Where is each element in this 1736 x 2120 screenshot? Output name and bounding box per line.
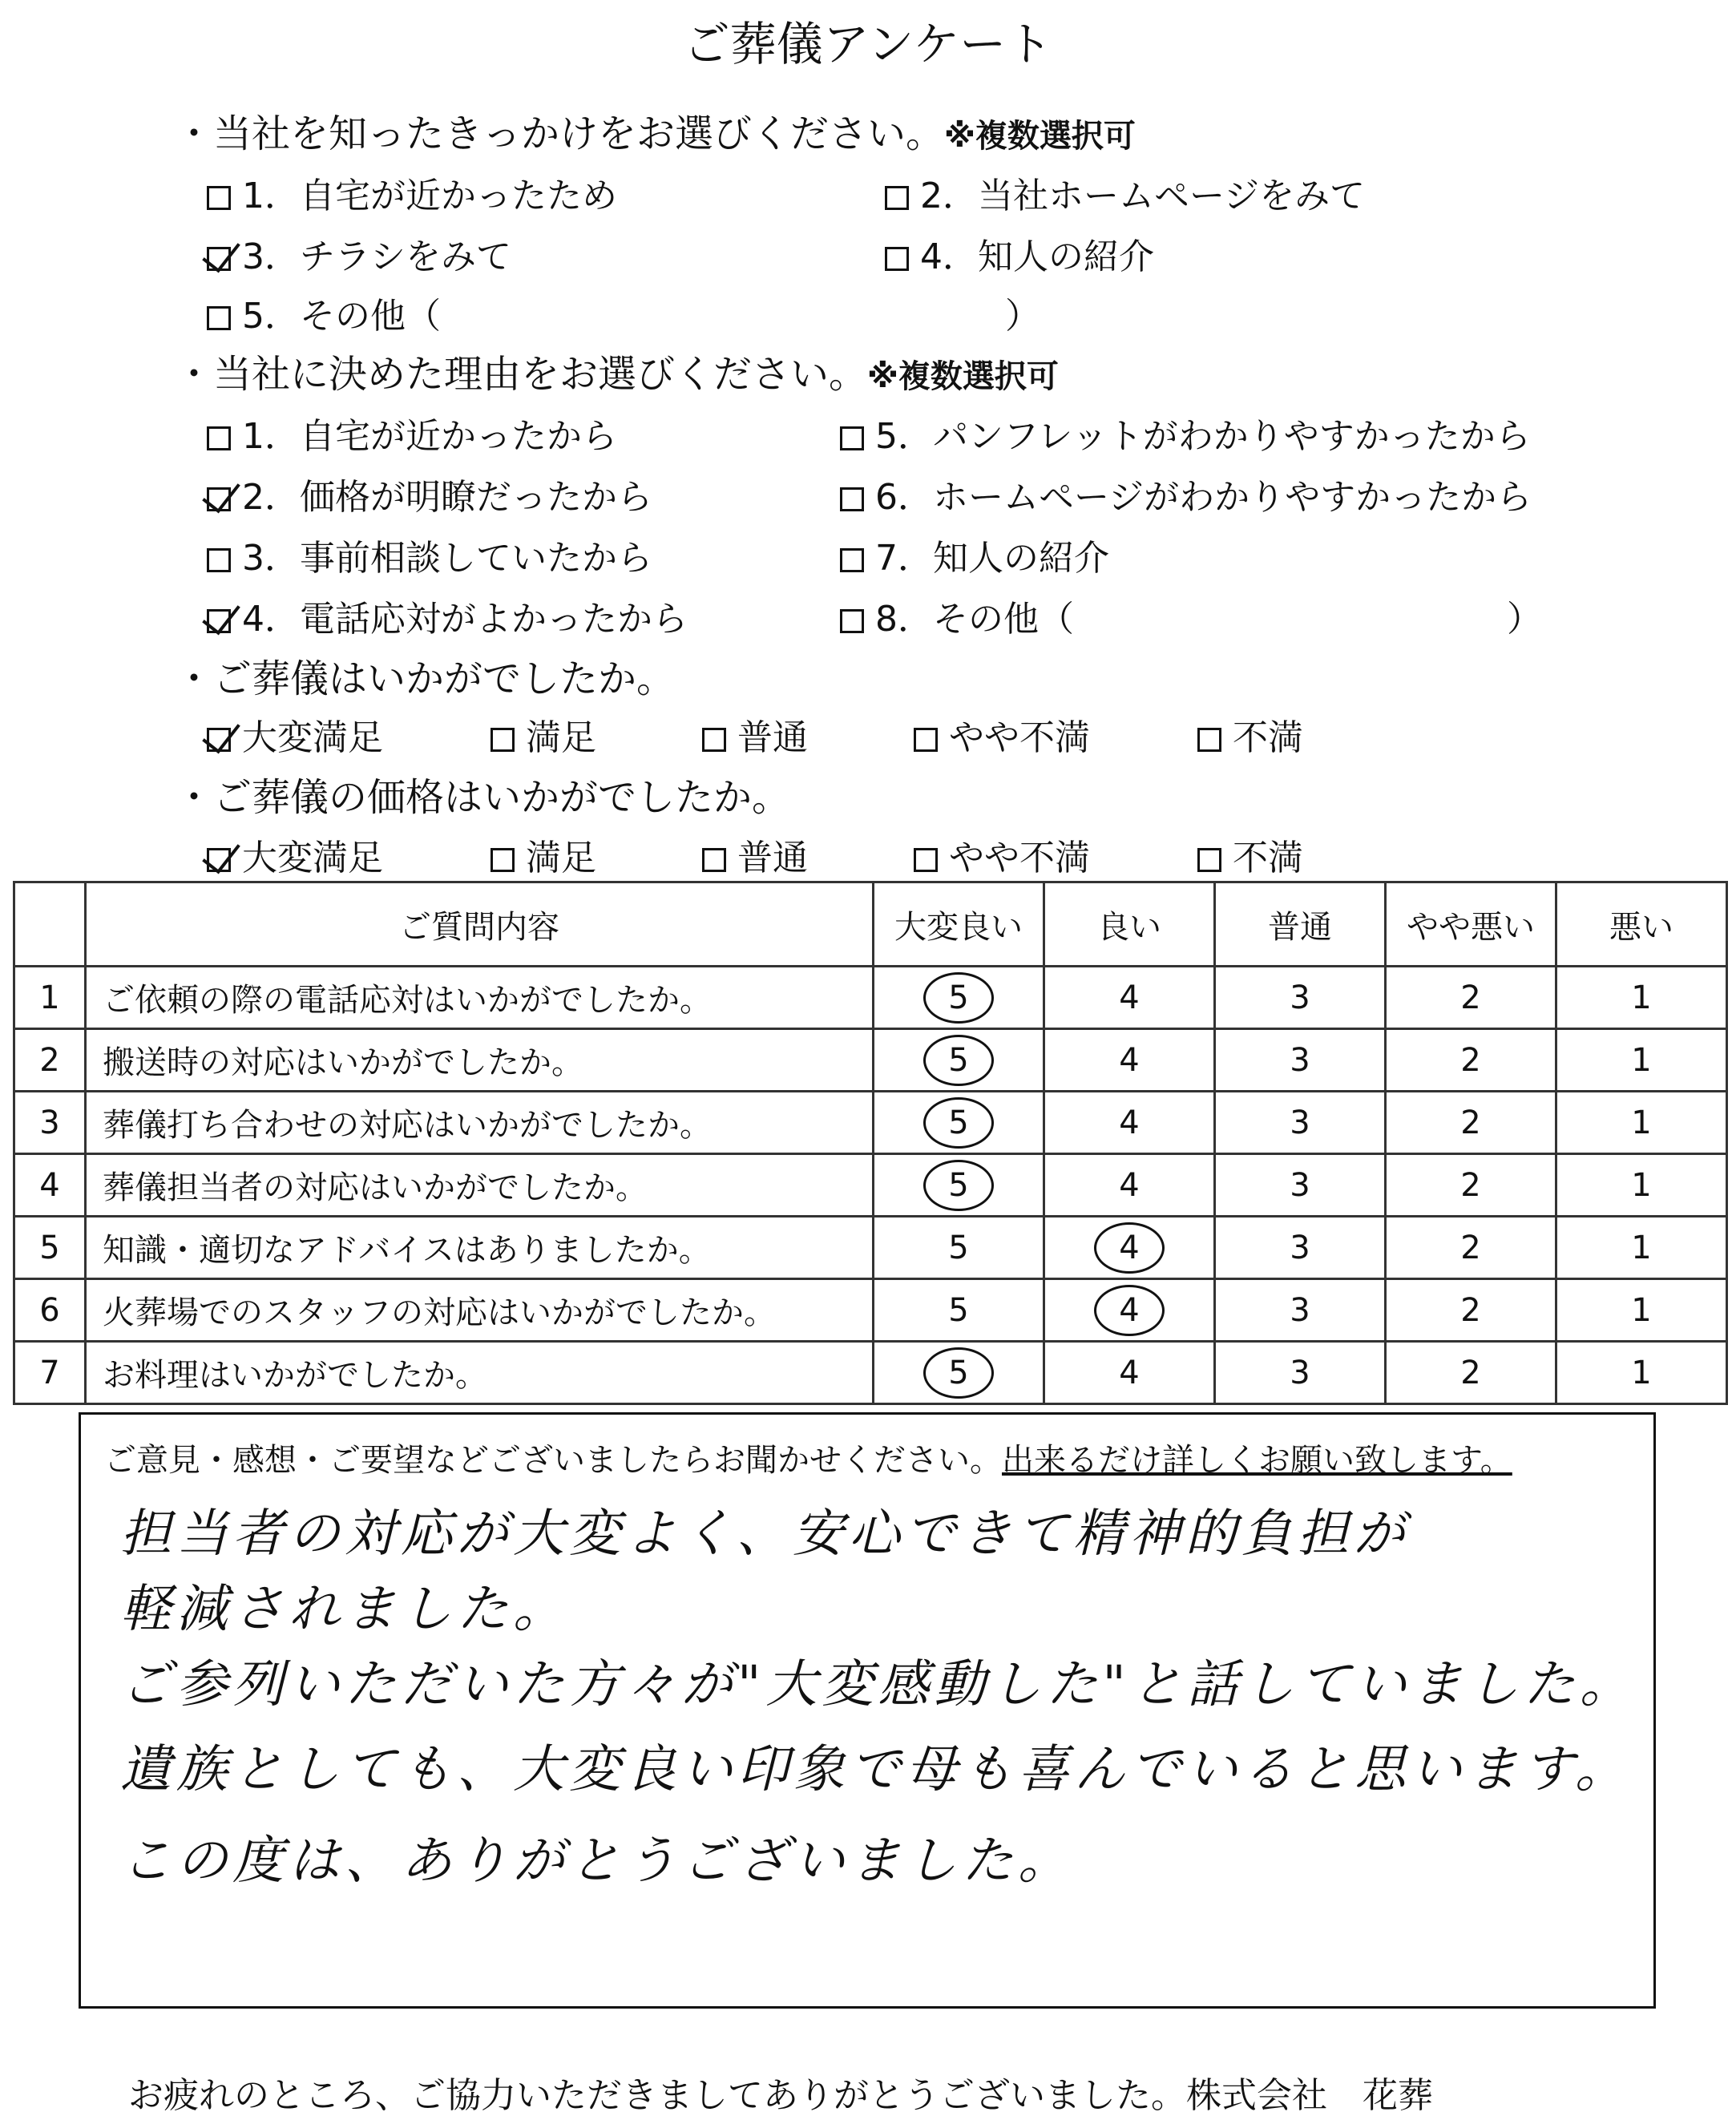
checkbox[interactable] xyxy=(207,548,231,572)
question-2 xyxy=(175,343,1059,398)
rating-value: 5 xyxy=(948,1291,969,1329)
table-row xyxy=(14,1029,1727,1092)
table-row xyxy=(14,1342,1727,1404)
q1-other-close: ） xyxy=(1005,296,1040,337)
question-3: ・ご葬儀はいかがでしたか。 xyxy=(175,656,676,701)
rating-cell[interactable] xyxy=(1556,1029,1727,1092)
handwritten-line-3: ご参列いただいた方々が"大変感動した"と話していました。 xyxy=(120,1655,1636,1714)
checkbox[interactable] xyxy=(885,247,909,271)
rating-cell[interactable] xyxy=(1556,1342,1727,1404)
q4-option-label: 不満 xyxy=(1233,838,1303,878)
rating-value: 1 xyxy=(1631,1041,1652,1079)
rating-cell[interactable] xyxy=(874,1092,1044,1154)
q3-option-4[interactable] xyxy=(914,709,1090,760)
checkbox[interactable] xyxy=(840,487,864,511)
rating-cell[interactable] xyxy=(1215,1342,1386,1404)
checkbox[interactable] xyxy=(840,548,864,572)
question-2-note: ※複数選択可 xyxy=(867,358,1059,395)
q1-option-label: 2．当社ホームページをみて xyxy=(920,176,1366,216)
row-number: 6 xyxy=(14,1279,86,1342)
rating-value: 2 xyxy=(1460,1291,1481,1329)
rating-value: 1 xyxy=(1631,1291,1652,1329)
rating-value: 2 xyxy=(1460,1354,1481,1391)
comment-prompt-emphasis: 出来るだけ詳しくお願い致します。 xyxy=(1002,1442,1512,1479)
q3-option-2[interactable] xyxy=(491,709,596,760)
checkbox-checked[interactable] xyxy=(207,609,231,633)
q2-other-close: ） xyxy=(1507,599,1542,640)
q1-option-4[interactable] xyxy=(885,228,1154,279)
question-4: ・ご葬儀の価格はいかがでしたか。 xyxy=(175,775,791,820)
checkbox[interactable] xyxy=(207,186,231,210)
rating-value: 2 xyxy=(1460,1229,1481,1266)
table-row xyxy=(14,1092,1727,1154)
rating-cell[interactable] xyxy=(1044,1029,1215,1092)
rating-cell[interactable] xyxy=(1386,1217,1556,1279)
q4-option-4[interactable] xyxy=(914,829,1090,880)
header-bad: 悪い xyxy=(1556,882,1727,967)
checkbox[interactable] xyxy=(1197,848,1221,872)
rating-value-circled: 5 xyxy=(923,1347,994,1399)
footer-thanks: お疲れのところ、ご協力いただきましてありがとうございました。株式会社 花葬 xyxy=(128,2075,1433,2116)
row-number: 3 xyxy=(14,1092,86,1154)
rating-value: 3 xyxy=(1290,1166,1310,1204)
q2-option-label: 7．知人の紹介 xyxy=(875,538,1109,579)
q1-option-2[interactable] xyxy=(885,167,1365,218)
q1-option-5[interactable] xyxy=(207,287,441,338)
q2-option-label: 5．パンフレットがわかりやすかったから xyxy=(875,416,1531,457)
q2-option-4[interactable] xyxy=(207,590,688,641)
survey-title: ご葬儀アンケート xyxy=(683,17,1053,71)
handwritten-line-1: 担当者の対応が大変よく、安心できて精神的負担が xyxy=(120,1504,1410,1564)
rating-cell[interactable] xyxy=(1215,1029,1386,1092)
q4-option-label: 普通 xyxy=(737,838,808,878)
rating-value: 3 xyxy=(1290,1041,1310,1079)
rating-body xyxy=(14,967,1727,1404)
q4-option-5[interactable] xyxy=(1197,829,1303,880)
q2-option-7[interactable] xyxy=(840,529,1109,580)
q3-option-label: 満足 xyxy=(526,717,596,758)
question-1-text: ・当社を知ったきっかけをお選びください。 xyxy=(175,111,945,156)
rating-cell[interactable] xyxy=(1386,1342,1556,1404)
rating-cell[interactable] xyxy=(1044,1092,1215,1154)
rating-value: 2 xyxy=(1460,979,1481,1016)
q2-option-label: 6．ホームページがわかりやすかったから xyxy=(875,477,1532,518)
rating-cell[interactable] xyxy=(1044,1154,1215,1217)
q3-option-label: 不満 xyxy=(1233,717,1303,758)
row-number: 5 xyxy=(14,1217,86,1279)
header-very-good: 大変良い xyxy=(874,882,1044,967)
q3-option-label: やや不満 xyxy=(949,717,1090,758)
rating-value: 3 xyxy=(1290,1229,1310,1266)
rating-cell[interactable] xyxy=(874,1217,1044,1279)
table-row xyxy=(14,1279,1727,1342)
q2-option-8[interactable] xyxy=(840,590,1074,641)
rating-value: 3 xyxy=(1290,1354,1310,1391)
rating-value: 5 xyxy=(948,1229,969,1266)
handwritten-line-5: この度は、ありがとうございました。 xyxy=(120,1831,1074,1891)
checkbox[interactable] xyxy=(1197,728,1221,752)
checkbox[interactable] xyxy=(702,728,726,752)
header-average: 普通 xyxy=(1215,882,1386,967)
rating-value: 1 xyxy=(1631,1104,1652,1141)
rating-value: 1 xyxy=(1631,1166,1652,1204)
q3-option-1[interactable] xyxy=(207,709,383,760)
rating-value: 3 xyxy=(1290,1104,1310,1141)
q2-option-3[interactable] xyxy=(207,529,652,580)
rating-table xyxy=(13,881,1728,1405)
rating-cell[interactable] xyxy=(1044,1342,1215,1404)
row-question: ご依頼の際の電話応対はいかがでしたか。 xyxy=(86,967,874,1029)
q3-option-3[interactable] xyxy=(702,709,808,760)
rating-value-circled: 5 xyxy=(923,972,994,1024)
row-question: 火葬場でのスタッフの対応はいかがでしたか。 xyxy=(86,1279,874,1342)
rating-cell[interactable] xyxy=(1044,1217,1215,1279)
row-question: 葬儀担当者の対応はいかがでしたか。 xyxy=(86,1154,874,1217)
checkbox-checked[interactable] xyxy=(207,487,231,511)
rating-cell[interactable] xyxy=(1556,967,1727,1029)
rating-value: 3 xyxy=(1290,979,1310,1016)
question-1-note: ※複数選択可 xyxy=(944,118,1136,155)
checkbox[interactable] xyxy=(207,426,231,450)
checkbox[interactable] xyxy=(491,728,515,752)
rating-cell[interactable] xyxy=(1215,1154,1386,1217)
header-number xyxy=(14,882,86,967)
rating-header-row xyxy=(14,882,1727,967)
header-question: ご質問内容 xyxy=(86,882,874,967)
q3-option-label: 普通 xyxy=(737,717,808,758)
row-question: 搬送時の対応はいかがでしたか。 xyxy=(86,1029,874,1092)
row-number: 4 xyxy=(14,1154,86,1217)
header-good: 良い xyxy=(1044,882,1215,967)
rating-value: 3 xyxy=(1290,1291,1310,1329)
question-1 xyxy=(175,103,1136,158)
question-2-text: ・当社に決めた理由をお選びください。 xyxy=(175,352,868,397)
q2-option-1[interactable] xyxy=(207,407,617,458)
checkbox[interactable] xyxy=(840,609,864,633)
checkbox[interactable] xyxy=(840,426,864,450)
rating-value: 2 xyxy=(1460,1041,1481,1079)
row-question: お料理はいかがでしたか。 xyxy=(86,1342,874,1404)
checkbox[interactable] xyxy=(914,848,938,872)
q2-option-label: 2．価格が明瞭だったから xyxy=(242,477,652,518)
rating-value: 1 xyxy=(1631,1229,1652,1266)
header-somewhat-bad: やや悪い xyxy=(1386,882,1556,967)
rating-cell[interactable] xyxy=(1386,967,1556,1029)
handwritten-line-4: 遺族としても、大変良い印象で母も喜んでいると思います。 xyxy=(120,1740,1631,1799)
checkbox[interactable] xyxy=(914,728,938,752)
q1-option-label: 3．チラシをみて xyxy=(242,236,511,277)
rating-cell[interactable] xyxy=(874,1342,1044,1404)
q2-option-5[interactable] xyxy=(840,407,1531,458)
rating-cell[interactable] xyxy=(1386,1154,1556,1217)
q4-option-1[interactable] xyxy=(207,829,383,880)
rating-value: 4 xyxy=(1119,1354,1140,1391)
q4-option-3[interactable] xyxy=(702,829,808,880)
checkbox[interactable] xyxy=(491,848,515,872)
q2-option-label: 1．自宅が近かったから xyxy=(242,416,617,457)
rating-value-circled: 4 xyxy=(1094,1222,1165,1274)
rating-value: 4 xyxy=(1119,979,1140,1016)
rating-cell[interactable] xyxy=(874,1154,1044,1217)
q4-option-label: 満足 xyxy=(526,838,596,878)
q2-option-6[interactable] xyxy=(840,468,1532,519)
rating-cell[interactable] xyxy=(1044,967,1215,1029)
q4-option-2[interactable] xyxy=(491,829,596,880)
checkbox-checked[interactable] xyxy=(207,848,231,872)
row-question: 葬儀打ち合わせの対応はいかがでしたか。 xyxy=(86,1092,874,1154)
q3-option-label: 大変満足 xyxy=(242,717,383,758)
q4-option-label: 大変満足 xyxy=(242,838,383,878)
row-question: 知識・適切なアドバイスはありましたか。 xyxy=(86,1217,874,1279)
q2-option-label: 8．その他（ xyxy=(875,599,1074,640)
rating-cell[interactable] xyxy=(874,1029,1044,1092)
rating-cell[interactable] xyxy=(1215,1217,1386,1279)
rating-value-circled: 5 xyxy=(923,1160,994,1211)
checkbox[interactable] xyxy=(702,848,726,872)
rating-value: 2 xyxy=(1460,1104,1481,1141)
comment-prompt-text: ご意見・感想・ご要望などございましたらお聞かせください。 xyxy=(104,1442,1002,1479)
rating-cell[interactable] xyxy=(1556,1217,1727,1279)
table-row xyxy=(14,967,1727,1029)
rating-value: 1 xyxy=(1631,1354,1652,1391)
q1-option-label: 4．知人の紹介 xyxy=(920,236,1154,277)
rating-cell[interactable] xyxy=(874,1279,1044,1342)
rating-cell[interactable] xyxy=(1556,1154,1727,1217)
q1-option-1[interactable] xyxy=(207,167,617,218)
rating-value: 2 xyxy=(1460,1166,1481,1204)
rating-cell[interactable] xyxy=(1556,1092,1727,1154)
checkbox-checked[interactable] xyxy=(207,247,231,271)
q2-option-2[interactable] xyxy=(207,468,652,519)
rating-cell[interactable] xyxy=(1556,1279,1727,1342)
rating-cell[interactable] xyxy=(1215,1092,1386,1154)
q2-option-label: 3．事前相談していたから xyxy=(242,538,652,579)
q2-option-label: 4．電話応対がよかったから xyxy=(242,599,688,640)
rating-value: 4 xyxy=(1119,1166,1140,1204)
rating-cell[interactable] xyxy=(874,967,1044,1029)
row-number: 7 xyxy=(14,1342,86,1404)
rating-value: 4 xyxy=(1119,1104,1140,1141)
rating-cell[interactable] xyxy=(1215,967,1386,1029)
rating-value-circled: 5 xyxy=(923,1097,994,1149)
table-row xyxy=(14,1154,1727,1217)
comment-prompt xyxy=(104,1435,1512,1480)
checkbox[interactable] xyxy=(207,306,231,330)
checkbox[interactable] xyxy=(885,186,909,210)
row-number: 2 xyxy=(14,1029,86,1092)
rating-cell[interactable] xyxy=(1215,1279,1386,1342)
rating-value-circled: 4 xyxy=(1094,1285,1165,1336)
rating-cell[interactable] xyxy=(1044,1279,1215,1342)
row-number: 1 xyxy=(14,967,86,1029)
q1-option-3[interactable] xyxy=(207,228,511,279)
rating-cell[interactable] xyxy=(1386,1092,1556,1154)
checkbox-checked[interactable] xyxy=(207,728,231,752)
q4-option-label: やや不満 xyxy=(949,838,1090,878)
rating-cell[interactable] xyxy=(1386,1279,1556,1342)
q1-option-label: 1．自宅が近かったため xyxy=(242,176,617,216)
table-row xyxy=(14,1217,1727,1279)
q3-option-5[interactable] xyxy=(1197,709,1303,760)
rating-value-circled: 5 xyxy=(923,1035,994,1086)
q1-option-label: 5．その他（ xyxy=(242,296,441,337)
rating-cell[interactable] xyxy=(1386,1029,1556,1092)
handwritten-line-2: 軽減されました。 xyxy=(120,1580,569,1639)
rating-value: 4 xyxy=(1119,1041,1140,1079)
rating-value: 1 xyxy=(1631,979,1652,1016)
